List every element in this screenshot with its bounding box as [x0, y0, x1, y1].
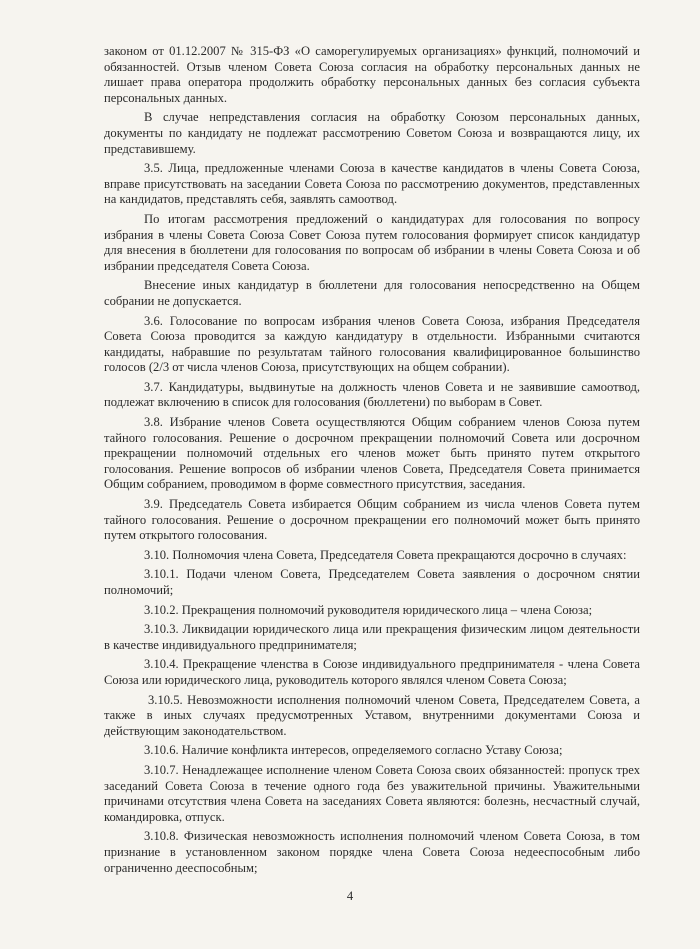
document-body: [104, 44, 640, 880]
page-number: 4: [346, 889, 354, 903]
paragraph-3-8: 3.8. Избрание членов Совета осуществляются Общим собранием членов Союза путем тайного голосования. Решение о досрочном прекращении полномочий Совета или досрочном прекращении полномочий отдельных его членов может быть принято путем открытого голосования. Решение вопросов об избрании членов Совета, Председателя Совета принимается Общим собранием, проводимом в форме совместного присутствия, заседания.: [104, 415, 640, 492]
paragraph-3-9: 3.9. Председатель Совета избирается Общим собранием из числа членов Совета путем тайного голосования. Решение о досрочном прекращении его полномочий может быть принято путем открытого голосования.: [104, 497, 640, 543]
paragraph-other-candidates: Внесение иных кандидатур в бюллетени для голосования непосредственно на Общем собрании не допускается.: [104, 278, 640, 308]
paragraph-3-10-7: 3.10.7. Ненадлежащее исполнение членом Совета Союза своих обязанностей: пропуск трех заседаний Совета Союза в течение одного года без уважительной причины. Уважительными причинами отсутствия члена Совета на заседаниях Совета являются: болезнь, несчастный случай, командировка, отпуск.: [104, 762, 640, 824]
paragraph-3-10-2: 3.10.2. Прекращения полномочий руководителя юридического лица – члена Союза;: [144, 602, 593, 617]
paragraph-3-10-3: 3.10.3. Ликвидации юридического лица или прекращения физическим лицом деятельности в качестве индивидуального предпринимателя;: [104, 622, 640, 652]
paragraph-3-10: 3.10. Полномочия члена Совета, Председателя Совета прекращаются досрочно в случаях:: [144, 547, 627, 562]
paragraph-3-5: 3.5. Лица, предложенные членами Союза в качестве кандидатов в члены Совета Союза, вправе присутствовать на заседании Совета Союза по рассмотрению документов, представленных на кандидатов, представлять себя, заявлять самоотвод.: [104, 161, 640, 207]
paragraph-3-10-5: 3.10.5. Невозможности исполнения полномочий членом Совета, Председателем Совета, а также в иных случаях предусмотренных Уставом, внутренними документами Союза и действующим законодательством.: [104, 692, 640, 738]
paragraph-continuation: законом от 01.12.2007 № 315-ФЗ «О саморегулируемых организациях» функций, полномочий и обязанностей. Отзыв членом Совета Союза согласия на обработку персональных данных не лишает права оператора продолжить обработку персональных данных без согласия субъекта персональных данных.: [104, 44, 640, 105]
paragraph-3-6: 3.6. Голосование по вопросам избрания членов Совета Союза, избрания Председателя Совета Союза проводится за каждую кандидатуру в отдельности. Избранными считаются кандидаты, набравшие по результатам тайного голосования квалифицированное большинство голосов (2/3 от числа членов Союза, присутствующих на общем собрании).: [104, 313, 640, 375]
paragraph-3-10-6: 3.10.6. Наличие конфликта интересов, определяемого согласно Уставу Союза;: [144, 743, 563, 758]
paragraph-3-7: 3.7. Кандидатуры, выдвинутые на должность членов Совета и не заявившие самоотвод, подлежат включению в список для голосования (бюллетени) по выборам в Совет.: [104, 379, 640, 410]
paragraph-3-10-1: 3.10.1. Подачи членом Совета, Председателем Совета заявления о досрочном снятии полномочий;: [104, 567, 640, 597]
paragraph-consent: В случае непредставления согласия на обработку Союзом персональных данных, документы по кандидату не подлежат рассмотрению Советом Союза и возвращаются лицу, их представившему.: [104, 110, 640, 156]
paragraph-3-10-4: 3.10.4. Прекращение членства в Союзе индивидуального предпринимателя - члена Совета Союза или юридического лица, руководитель которого являлся членом Совета Союза;: [104, 657, 640, 687]
paragraph-3-10-8: 3.10.8. Физическая невозможность исполнения полномочий членом Совета Союза, в том признание в установленном законом порядке члена Совета Союза недееспособным либо ограниченно дееспособным;: [104, 829, 640, 875]
paragraph-candidates-list: По итогам рассмотрения предложений о кандидатурах для голосования по вопросу избрания в члены Совета Союза Совет Союза путем голосования формирует список кандидатур для внесения в бюллетени для голосования по вопросам об избрании в члены Совета Союза и об избрании председателя Совета Союза.: [104, 211, 640, 273]
